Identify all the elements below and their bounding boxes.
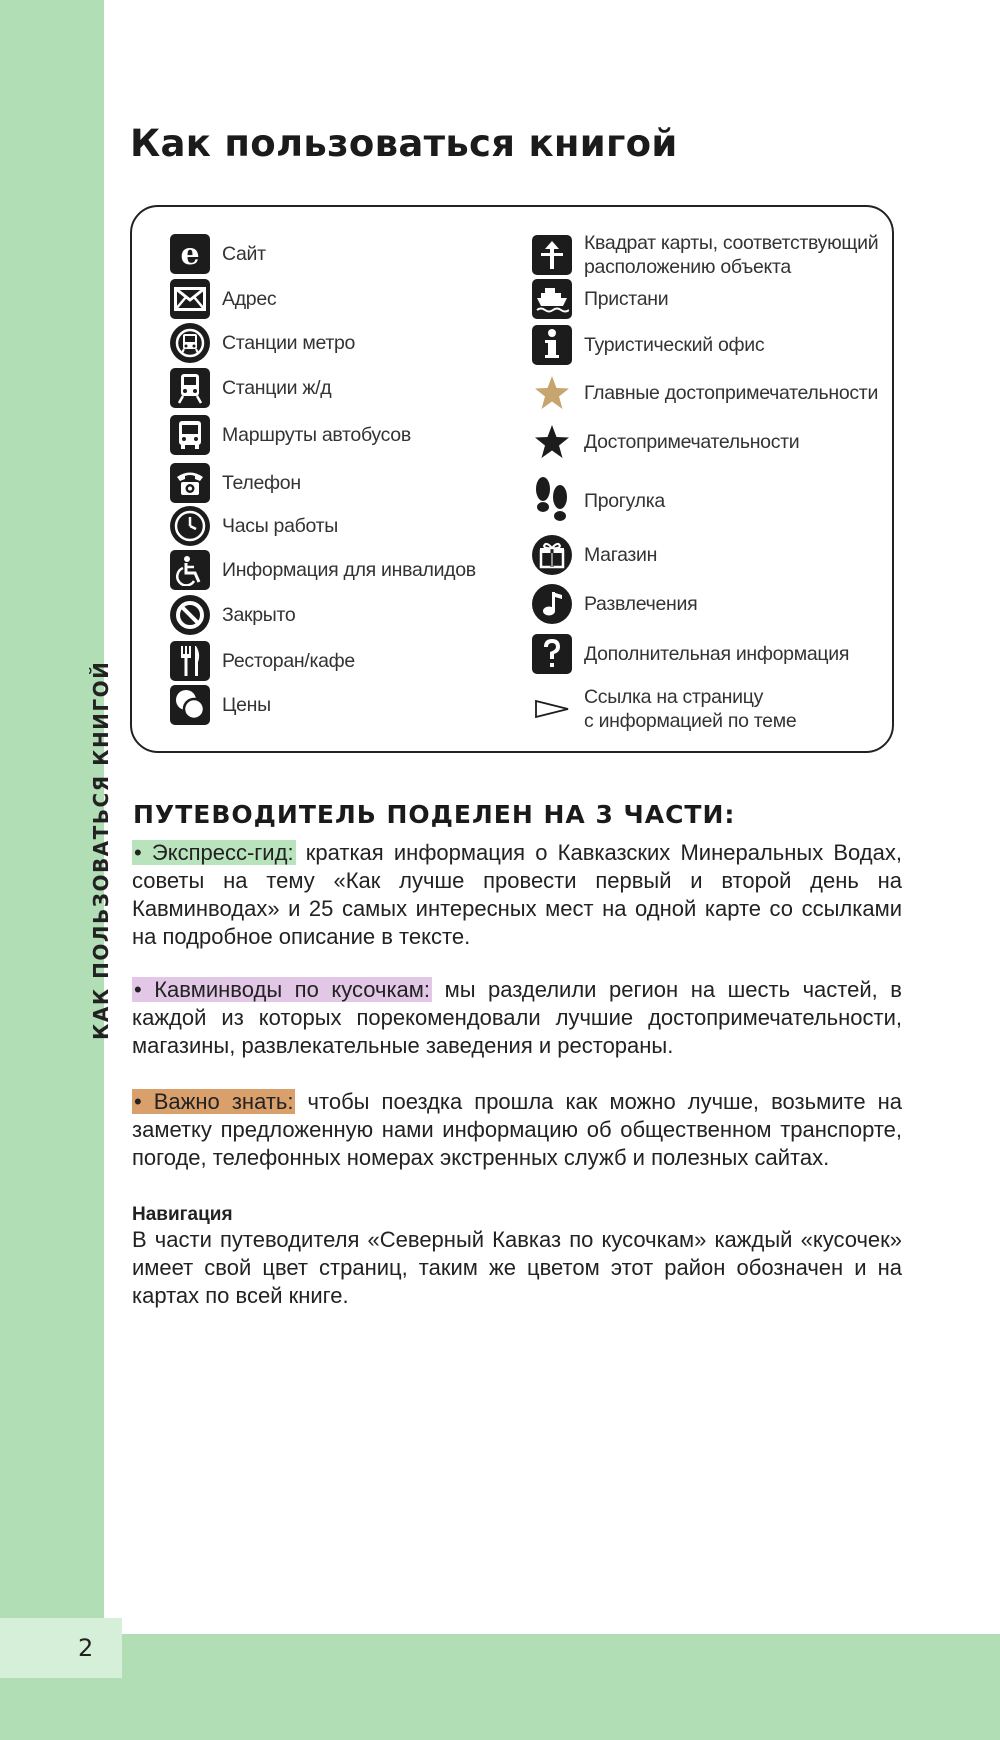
legend-item-shop: Магазин <box>532 535 657 575</box>
train-icon <box>170 368 210 408</box>
legend-item-metro: Станции метро <box>170 323 355 363</box>
gold-star-icon <box>532 373 572 413</box>
legend-item-prices: Цены <box>170 685 271 725</box>
legend-item-restaurant: Ресторан/кафе <box>170 641 355 681</box>
legend-item-walk: Прогулка <box>532 475 665 527</box>
metro-icon <box>170 323 210 363</box>
map-grid-icon <box>532 235 572 275</box>
icon-legend <box>130 205 894 753</box>
guide-parts-heading: ПУТЕВОДИТЕЛЬ ПОДЕЛЕН НА 3 ЧАСТИ: <box>133 800 736 829</box>
ferry-icon <box>532 279 572 319</box>
bottom-band-left <box>0 1678 122 1740</box>
guide-part-important <box>132 1088 902 1172</box>
legend-item-tourist-office: Туристический офис <box>532 325 764 365</box>
page-number: 2 <box>78 1634 94 1662</box>
part-text-important: чтобы поездка прошла как можно лучше, возьмите на заметку предложенную нами информацию об общественном транспорте, погоде, телефонных номерах экстренных служб и полезных сайтах. <box>132 1089 903 1170</box>
page-title: Как пользоваться книгой <box>130 122 678 165</box>
phone-icon <box>170 463 210 503</box>
info-icon <box>532 325 572 365</box>
bus-icon <box>170 415 210 455</box>
part-text-regions: мы разделили регион на шесть частей, в каждой из которых порекомендовали лучшие достопримечательности, магазины, развлекательные заведения и рестораны. <box>132 977 902 1058</box>
navigation-title: Навигация <box>132 1204 233 1225</box>
guide-part-express <box>132 839 902 951</box>
wheelchair-icon <box>170 550 210 590</box>
legend-item-hours: Часы работы <box>170 506 338 546</box>
part-label-important: • Важно знать: <box>134 1089 294 1114</box>
music-note-icon <box>532 584 572 624</box>
clock-icon <box>170 506 210 546</box>
legend-item-phone: Телефон <box>170 463 301 503</box>
fork-knife-icon <box>170 641 210 681</box>
gift-icon <box>532 535 572 575</box>
guide-part-regions <box>132 976 902 1060</box>
bottom-color-band <box>122 1634 1000 1740</box>
envelope-icon <box>170 279 210 319</box>
legend-item-sights: Достопримечательности <box>532 422 799 462</box>
legend-item-piers: Пристани <box>532 279 668 319</box>
legend-item-bus: Маршруты автобусов <box>170 415 411 455</box>
legend-item-accessibility: Информация для инвалидов <box>170 550 476 590</box>
closed-icon <box>170 595 210 635</box>
navigation-text: В части путеводителя «Северный Кавказ по кусочкам» каждый «кусочек» имеет свой цвет страниц, таким же цветом этот район обозначен и на картах по всей книге. <box>132 1227 902 1308</box>
black-star-icon <box>532 422 572 462</box>
legend-item-closed: Закрыто <box>170 595 295 635</box>
legend-item-map-grid: Квадрат карты, соответствующий расположению объекта <box>532 231 878 279</box>
question-icon <box>532 634 572 674</box>
svg-text:e: e <box>180 239 200 269</box>
part-label-express: • Экспресс-гид: <box>134 840 294 865</box>
legend-item-extra-info: Дополнительная информация <box>532 634 849 674</box>
legend-item-page-link: Ссылка на страницу с информацией по теме <box>532 685 796 733</box>
legend-item-website: e Сайт <box>170 234 266 274</box>
side-section-title: КАК ПОЛЬЗОВАТЬСЯ КНИГОЙ <box>89 660 113 1040</box>
legend-item-train: Станции ж/д <box>170 368 331 408</box>
part-text-express: краткая информация о Кавказских Минеральных Водах, советы на тему «Как лучше провести первый и второй день на Кавминводах» и 25 самых интересных мест на одной карте со ссылками на подробное описание в тексте. <box>132 840 902 949</box>
legend-item-main-sights: Главные достопримечательности <box>532 373 878 413</box>
page-link-arrow-icon <box>532 689 572 729</box>
part-label-regions: • Кавминводы по кусочкам: <box>134 977 431 1002</box>
legend-item-address: Адрес <box>170 279 276 319</box>
website-e-icon <box>170 234 210 274</box>
footprints-icon <box>532 475 572 527</box>
coins-icon <box>170 685 210 725</box>
legend-item-entertainment: Развлечения <box>532 584 697 624</box>
